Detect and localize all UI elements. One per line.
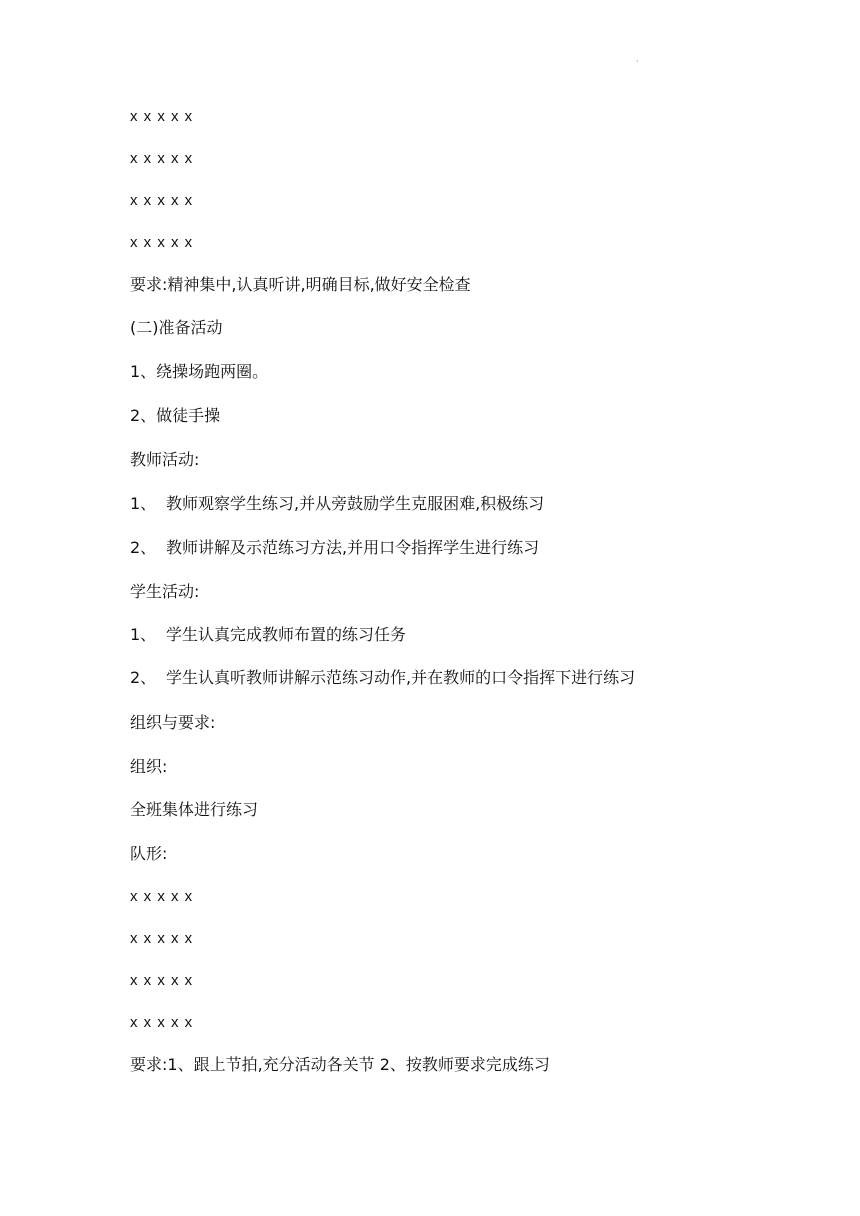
formation-row: x x x x x [130, 1014, 194, 1031]
formation-label: 队形: [130, 844, 168, 863]
item-text: 学生认真听教师讲解示范练习动作,并在教师的口令指挥下进行练习 [166, 668, 636, 687]
teacher-activity-heading: 教师活动: [130, 450, 200, 469]
student-activity-item [130, 624, 406, 646]
organization-heading: 组织与要求: [130, 713, 216, 732]
organization-text: 全班集体进行练习 [130, 800, 259, 819]
teacher-activity-item [130, 493, 544, 515]
formation-row: x x x x x [130, 972, 194, 989]
formation-row: x x x x x [130, 192, 194, 209]
requirement-text: 要求:1、跟上节拍,充分活动各关节 2、按教师要求完成练习 [130, 1055, 550, 1074]
item-text: 教师观察学生练习,并从旁鼓励学生克服困难,积极练习 [166, 494, 545, 513]
student-activity-heading: 学生活动: [130, 582, 200, 601]
formation-row: x x x x x [130, 888, 194, 905]
formation-row: x x x x x [130, 150, 194, 167]
formation-row: x x x x x [130, 234, 194, 251]
prep-item: 2、做徒手操 [130, 406, 221, 425]
requirement-text: 要求:精神集中,认真听讲,明确目标,做好安全检查 [130, 275, 471, 294]
formation-row: x x x x x [130, 108, 194, 125]
section-title: (二)准备活动 [130, 318, 223, 337]
teacher-activity-item [130, 537, 539, 559]
item-number: 1、 [130, 625, 157, 644]
prep-item: 1、绕操场跑两圈。 [130, 362, 269, 381]
item-text: 学生认真完成教师布置的练习任务 [166, 625, 407, 644]
formation-row: x x x x x [130, 930, 194, 947]
organization-label: 组织: [130, 757, 168, 776]
student-activity-item [130, 667, 635, 689]
item-number: 2、 [130, 668, 157, 687]
item-number: 2、 [130, 538, 157, 557]
item-text: 教师讲解及示范练习方法,并用口令指挥学生进行练习 [166, 538, 540, 557]
item-number: 1、 [130, 494, 157, 513]
corner-dot-mark: · [636, 57, 639, 66]
